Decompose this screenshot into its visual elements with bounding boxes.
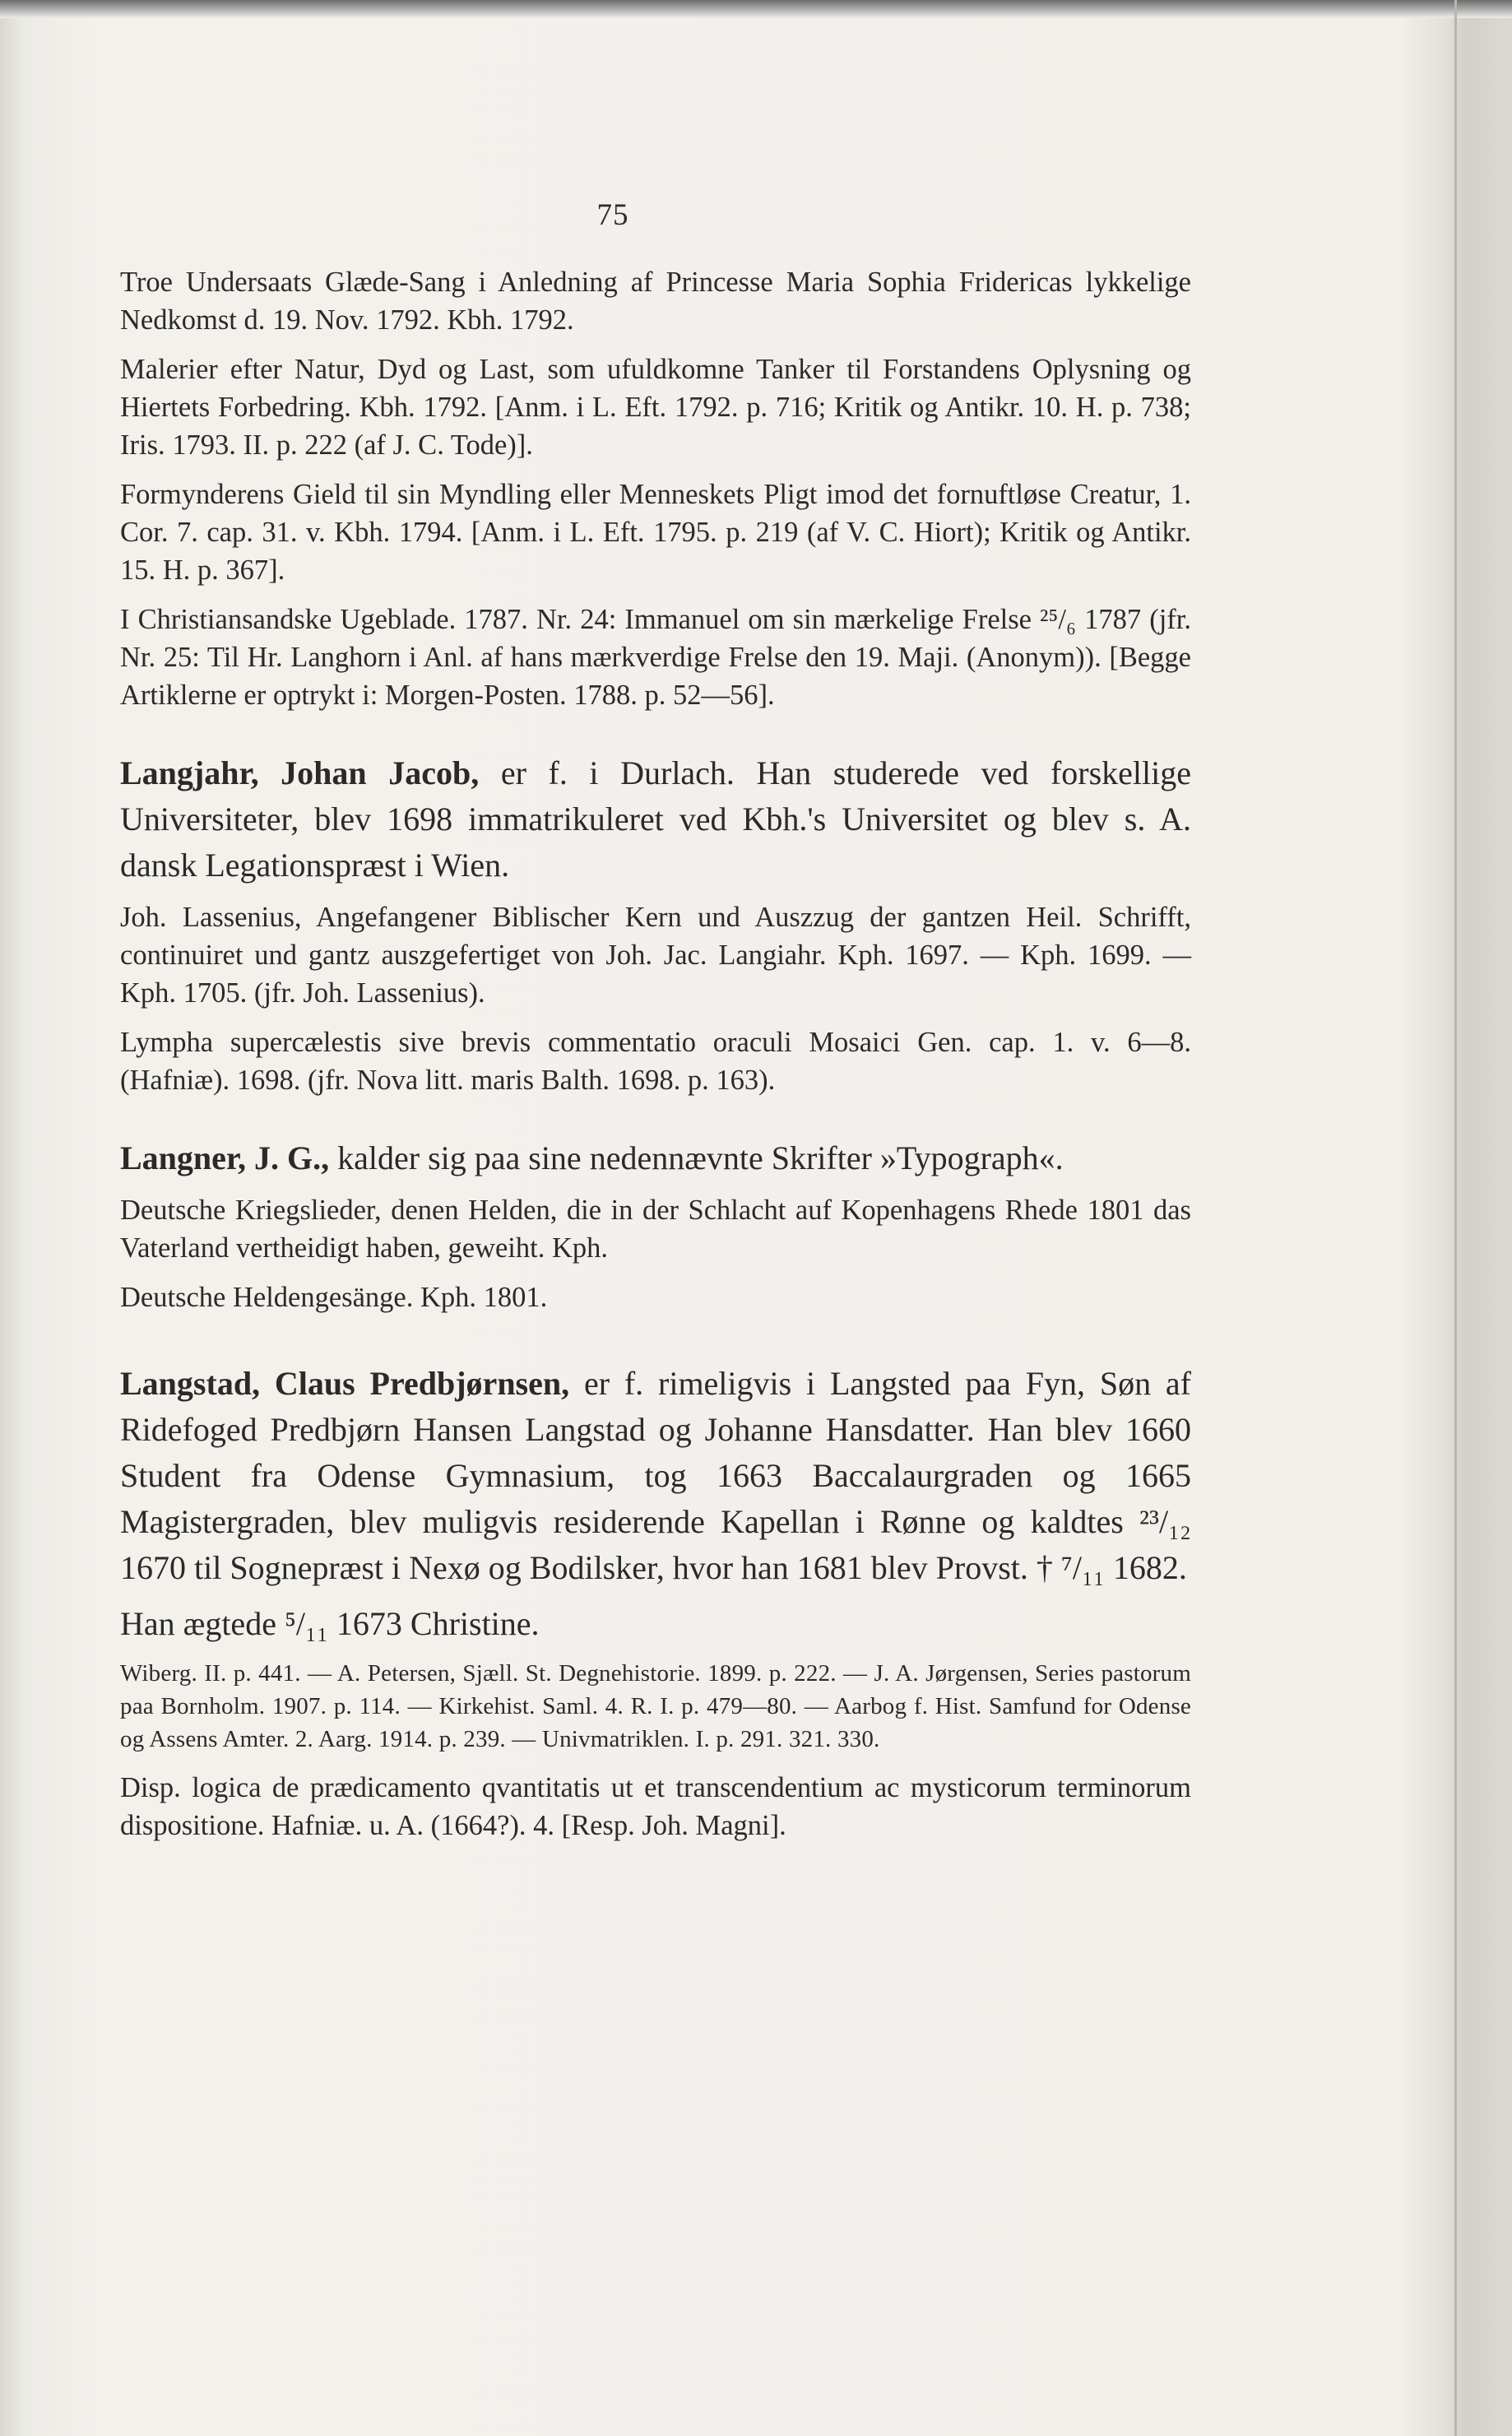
langstad-marriage: Han ægtede ⁵/₁₁ 1673 Christine. xyxy=(120,1605,540,1642)
work-item-2: Malerier efter Natur, Dyd og Last, som ufuldkomne Tanker til Forstandens Oplysning og Hiertets Forbedring. Kbh. 1792. [Anm. i L. Eft. 1792. p. 716; Kritik og Antikr. 10. H. p. 738; Iris. 1793. II. p. 222 (af J. C. Tode)]. xyxy=(120,354,1191,461)
entry-langner xyxy=(120,1135,1191,1181)
entry-name-langner: Langner, J. G., xyxy=(120,1139,330,1176)
langstad-work-1: Disp. logica de prædicamento qvantitatis ut et transcendentium ac mysticorum terminorum dispositione. Hafniæ. u. A. (1664?). 4. [Resp. Joh. Magni]. xyxy=(120,1772,1191,1841)
entry-name-langstad: Langstad, Claus Predbjørnsen, xyxy=(120,1365,570,1402)
page-number: 75 xyxy=(596,198,629,232)
entry-text-langjahr: er f. i Durlach. Han studerede ved forskellige Universiteter, blev 1698 immatrikuleret ved Kbh.'s Universitet og blev s. A. dansk Legationspræst i Wien. xyxy=(120,754,1191,884)
entry-langjahr xyxy=(120,750,1191,889)
work-item-1: Troe Undersaats Glæde-Sang i Anledning af Princesse Maria Sophia Fridericas lykkelige Nedkomst d. 19. Nov. 1792. Kbh. 1792. xyxy=(120,267,1191,336)
langjahr-work-2: Lympha supercælestis sive brevis commentatio oraculi Mosaici Gen. cap. 1. v. 6—8. (Hafniæ). 1698. (jfr. Nova litt. maris Balth. 1698. p. 163). xyxy=(120,1027,1191,1096)
text-column xyxy=(120,263,1191,1856)
langner-work-1: Deutsche Kriegslieder, denen Helden, die in der Schlacht auf Kopenhagens Rhede 1801 das Vaterland vertheidigt haben, geweiht. Kph. xyxy=(120,1195,1191,1264)
entry-langstad xyxy=(120,1361,1191,1591)
langstad-references: Wiberg. II. p. 441. — A. Petersen, Sjæll. St. Degnehistorie. 1899. p. 222. — J. A. Jørgensen, Series pastorum paa Bornholm. 1907. p. 114. — Kirkehist. Saml. 4. R. I. p. 479—80. — Aarbog f. Hist. Samfund for Odense og Assens Amter. 2. Aarg. 1914. p. 239. — Univmatriklen. I. p. 291. 321. 330. xyxy=(120,1660,1191,1752)
entry-name-langjahr: Langjahr, Johan Jacob, xyxy=(120,754,480,791)
entry-text-langstad: er f. rimeligvis i Langsted paa Fyn, Søn af Ridefoged Predbjørn Hansen Langstad og Johanne Hansdatter. Han blev 1660 Student fra Odense Gymnasium, tog 1663 Baccalaurgraden og 1665 Magistergraden, blev muligvis residerende Kapellan i Rønne og kaldtes ²³/₁₂ 1670 til Sognepræst i Nexø og Bodilsker, hvor han 1681 blev Provst. † ⁷/₁₁ 1682. xyxy=(120,1365,1191,1586)
langjahr-work-1: Joh. Lassenius, Angefangener Biblischer Kern und Auszzug der gantzen Heil. Schrifft, continuiret und gantz auszgefertiget von Joh. Jac. Langiahr. Kph. 1697. — Kph. 1699. — Kph. 1705. (jfr. Joh. Lassenius). xyxy=(120,902,1191,1009)
work-item-3: Formynderens Gield til sin Myndling eller Menneskets Pligt imod det fornuftløse Creatur, 1. Cor. 7. cap. 31. v. Kbh. 1794. [Anm. i L. Eft. 1795. p. 219 (af V. C. Hiort); Kritik og Antikr. 15. H. p. 367]. xyxy=(120,479,1191,586)
langner-work-2: Deutsche Heldengesänge. Kph. 1801. xyxy=(120,1282,548,1313)
work-item-4: I Christiansandske Ugeblade. 1787. Nr. 24: Immanuel om sin mærkelige Frelse ²⁵/₆ 1787 (jfr. Nr. 25: Til Hr. Langhorn i Anl. af hans mærkverdige Frelse den 19. Maji. (Anonym)). [Begge Artiklerne er optrykt i: Morgen-Posten. 1788. p. 52—56]. xyxy=(120,604,1191,711)
entry-text-langner: kalder sig paa sine nedennævnte Skrifter »Typograph«. xyxy=(329,1139,1064,1176)
